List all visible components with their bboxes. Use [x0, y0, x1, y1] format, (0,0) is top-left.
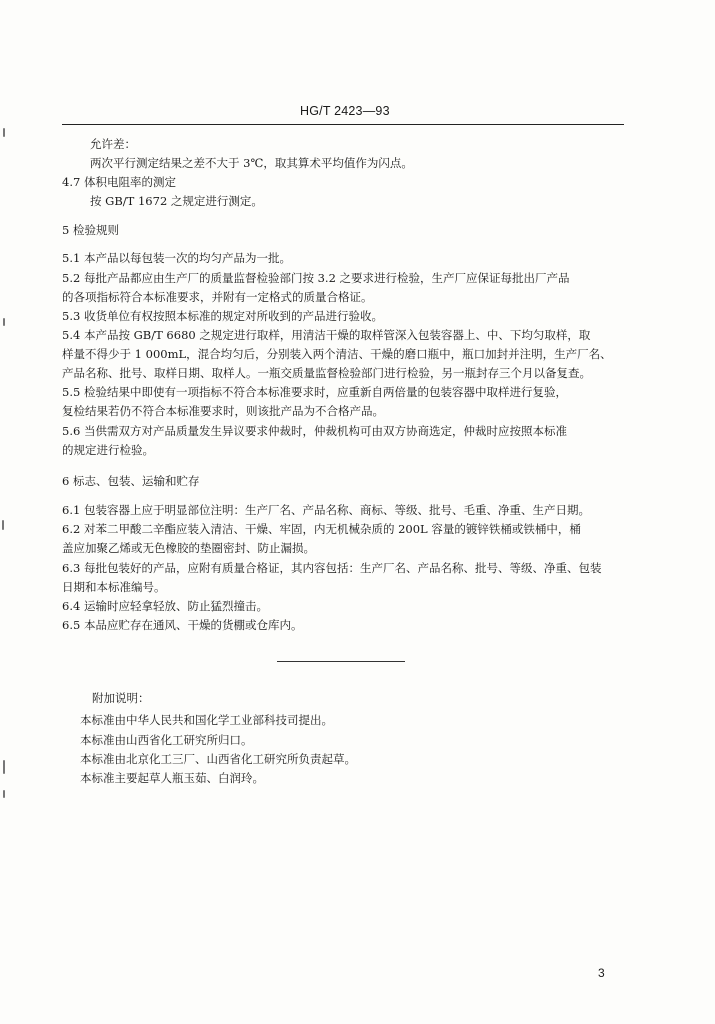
chapter-heading: 6 标志、包装、运输和贮存: [62, 474, 200, 488]
clause-line: 5.6 当供需双方对产品质量发生异议要求仲裁时，仲裁机构可由双方协商选定，仲裁时应按照本标准: [62, 424, 567, 438]
clause-line: 6.1 包装容器上应于明显部位注明：生产厂名、产品名称、商标、等级、批号、毛重、净重、生产日期。: [62, 503, 590, 517]
scan-speck: [2, 520, 4, 530]
standard-code: HG/T 2423—93: [300, 104, 390, 118]
scan-speck: [3, 760, 5, 774]
separator-rule: [277, 661, 405, 662]
clause-line: 6.4 运输时应轻拿轻放、防止猛烈撞击。: [62, 599, 268, 613]
clause-line: 产品名称、批号、取样日期、取样人。一瓶交质量监督检验部门进行检验，另一瓶封存三个月以备复查。: [62, 366, 591, 380]
notes-line: 本标准主要起草人瓶玉茹、白润玲。: [80, 771, 264, 785]
clause-line: 的各项指标符合本标准要求，并附有一定格式的质量合格证。: [62, 290, 373, 304]
clause-line: 日期和本标准编号。: [62, 580, 166, 594]
clause-line: 样量不得少于 1 000mL，混合均匀后，分别装入两个清洁、干燥的磨口瓶中，瓶口加封并注明，生产厂名、: [62, 347, 612, 361]
clause-line: 5.5 检验结果中即使有一项指标不符合本标准要求时，应重新自两倍量的包装容器中取样进行复验，: [62, 385, 567, 399]
clause-line: 5.1 本产品以每包装一次的均匀产品为一批。: [62, 251, 291, 265]
clause-line: 6.2 对苯二甲酸二辛酯应装入清洁、干燥、牢固，内无机械杂质的 200L 容量的镀锌铁桶或铁桶中，桶: [62, 522, 581, 536]
clause-line: 5.4 本产品按 GB/T 6680 之规定进行取样，用清洁干燥的取样管深入包装容器上、中、下均匀取样，取: [62, 328, 591, 342]
page-number: 3: [598, 966, 605, 980]
chapter-heading: 5 检验规则: [62, 223, 119, 237]
notes-heading: 附加说明：: [92, 691, 150, 705]
text-line: 按 GB/T 1672 之规定进行测定。: [90, 194, 263, 208]
clause-line: 的规定进行检验。: [62, 443, 154, 457]
clause-line: 6.3 每批包装好的产品，应附有质量合格证，其内容包括：生产厂名、产品名称、批号、等级、净重、包装: [62, 561, 602, 575]
text-line: 允许差：: [90, 137, 136, 151]
notes-line: 本标准由中华人民共和国化学工业部科技司提出。: [80, 713, 333, 727]
clause-line: 复检结果若仍不符合本标准要求时，则该批产品为不合格产品。: [62, 404, 384, 418]
clause-line: 盖应加聚乙烯或无色橡胶的垫圈密封、防止漏损。: [62, 541, 315, 555]
scan-speck: [3, 790, 5, 798]
section-heading: 4.7 体积电阻率的测定: [62, 175, 176, 189]
clause-line: 6.5 本品应贮存在通风、干燥的货棚或仓库内。: [62, 618, 303, 632]
header-rule: [62, 124, 624, 125]
scan-speck: [3, 318, 5, 326]
notes-line: 本标准由山西省化工研究所归口。: [80, 733, 253, 747]
scan-speck: [3, 128, 5, 137]
clause-line: 5.3 收货单位有权按照本标准的规定对所收到的产品进行验收。: [62, 309, 383, 323]
text-line: 两次平行测定结果之差不大于 3℃，取其算术平均值作为闪点。: [90, 156, 413, 170]
clause-line: 5.2 每批产品都应由生产厂的质量监督检验部门按 3.2 之要求进行检验，生产厂应保证每批出厂产品: [62, 271, 570, 285]
notes-line: 本标准由北京化工三厂、山西省化工研究所负责起草。: [80, 752, 356, 766]
